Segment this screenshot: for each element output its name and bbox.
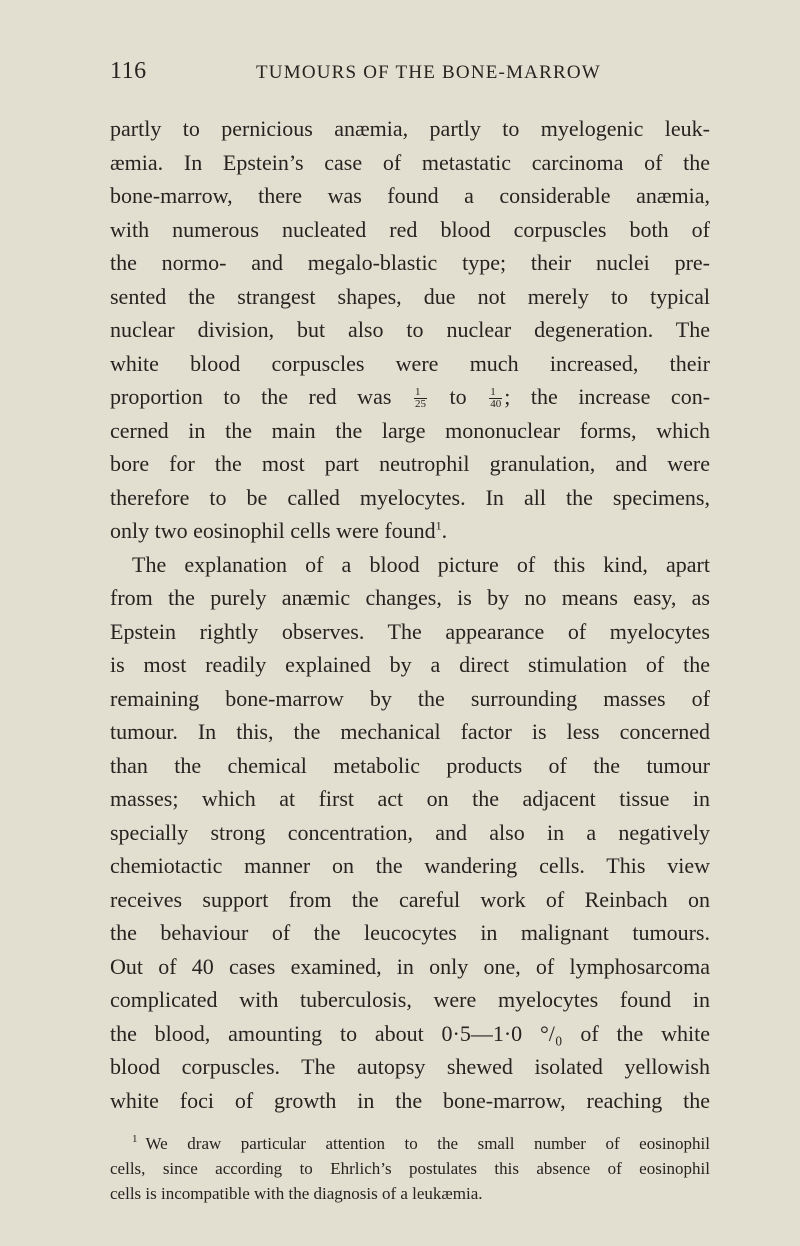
text-line: is most readily explained by a direct stimulation of the <box>110 652 710 677</box>
text-line: masses; which at first act on the adjacent tissue in <box>110 786 710 811</box>
text-line: chemiotactic manner on the wandering cells. This view <box>110 853 710 878</box>
text-line: remaining bone-marrow by the surrounding masses of <box>110 685 710 711</box>
text-line: from the purely anæmic changes, is by no means easy, as <box>110 585 710 610</box>
text-line: white blood corpuscles were much increased, their <box>110 350 710 376</box>
text-line: sented the strangest shapes, due not merely to typical <box>110 283 710 309</box>
text-line: nuclear division, but also to nuclear degeneration. The <box>110 317 710 342</box>
book-page <box>110 58 710 1206</box>
text-line: æmia. In Epstein’s case of metastatic carcinoma of the <box>110 149 710 175</box>
text-segment: proportion to the red was <box>110 384 392 409</box>
text-line: the normo- and megalo-blastic type; their nuclei pre- <box>110 250 710 275</box>
text-line: the behaviour of the leucocytes in malignant tumours. <box>110 920 710 945</box>
text-line: cerned in the main the large mononuclear forms, which <box>110 417 710 443</box>
text-line: tumour. In this, the mechanical factor is less concerned <box>110 719 710 744</box>
fraction-denominator: 40 <box>490 398 502 411</box>
fraction-one-fortieth <box>489 387 502 410</box>
text-line: bone-marrow, there was found a considerable anæmia, <box>110 183 710 208</box>
page-number: 116 <box>110 58 147 84</box>
text-line: partly to pernicious anæmia, partly to myelogenic leuk- <box>110 116 710 141</box>
footnote-line <box>110 1131 710 1156</box>
text-segment: ; the increase con- <box>504 384 711 409</box>
running-head: TUMOURS OF THE BONE-MARROW <box>256 62 601 83</box>
footnotes <box>110 1131 710 1206</box>
footnote-line: cells, since according to Ehrlich’s postulates this absence of eosinophil <box>110 1159 710 1178</box>
text-line: white foci of growth in the bone-marrow, reaching the <box>110 1087 710 1113</box>
text-line: specially strong concentration, and also in a negatively <box>110 819 710 845</box>
text-line: bore for the most part neutrophil granulation, and were <box>110 451 710 476</box>
footnote-marker: 1 <box>132 1133 138 1146</box>
text-line: blood corpuscles. The autopsy shewed isolated yellowish <box>110 1054 710 1079</box>
text-line: Epstein rightly observes. The appearance of myelocytes <box>110 618 710 644</box>
text-line: than the chemical metabolic products of the tumour <box>110 752 710 778</box>
footnote-reference: 1 <box>435 518 442 533</box>
text-segment: only two eosinophil cells were found <box>110 518 436 543</box>
fraction-numerator: 1 <box>489 387 502 399</box>
fraction-one-twenty-fifth <box>414 387 427 410</box>
text-line: the blood, amounting to about 0·5—1·0 °/₀ of the white <box>110 1020 710 1046</box>
body-text <box>110 112 710 1117</box>
fraction-numerator: 1 <box>414 387 427 399</box>
fraction-denominator: 25 <box>414 398 426 411</box>
text-segment: . <box>441 518 448 543</box>
text-line: complicated with tuberculosis, were myelocytes found in <box>110 987 710 1012</box>
text-line: receives support from the careful work of Reinbach on <box>110 886 710 912</box>
footnote-line: cells is incompatible with the diagnosis of a leukæmia. <box>110 1184 483 1203</box>
text-line: Out of 40 cases examined, in only one, of lymphosarcoma <box>110 953 710 979</box>
text-line-paragraph-start: The explanation of a blood picture of this kind, apart <box>132 551 710 577</box>
footnote-text: We draw particular attention to the small number of eosinophil <box>145 1134 710 1153</box>
text-segment: to <box>449 384 467 409</box>
text-line: with numerous nucleated red blood corpuscles both of <box>110 216 710 242</box>
text-line: therefore to be called myelocytes. In all the specimens, <box>110 484 710 510</box>
page-header <box>110 58 710 92</box>
text-line-fractions <box>110 380 710 414</box>
text-line-paragraph-end <box>110 514 710 548</box>
